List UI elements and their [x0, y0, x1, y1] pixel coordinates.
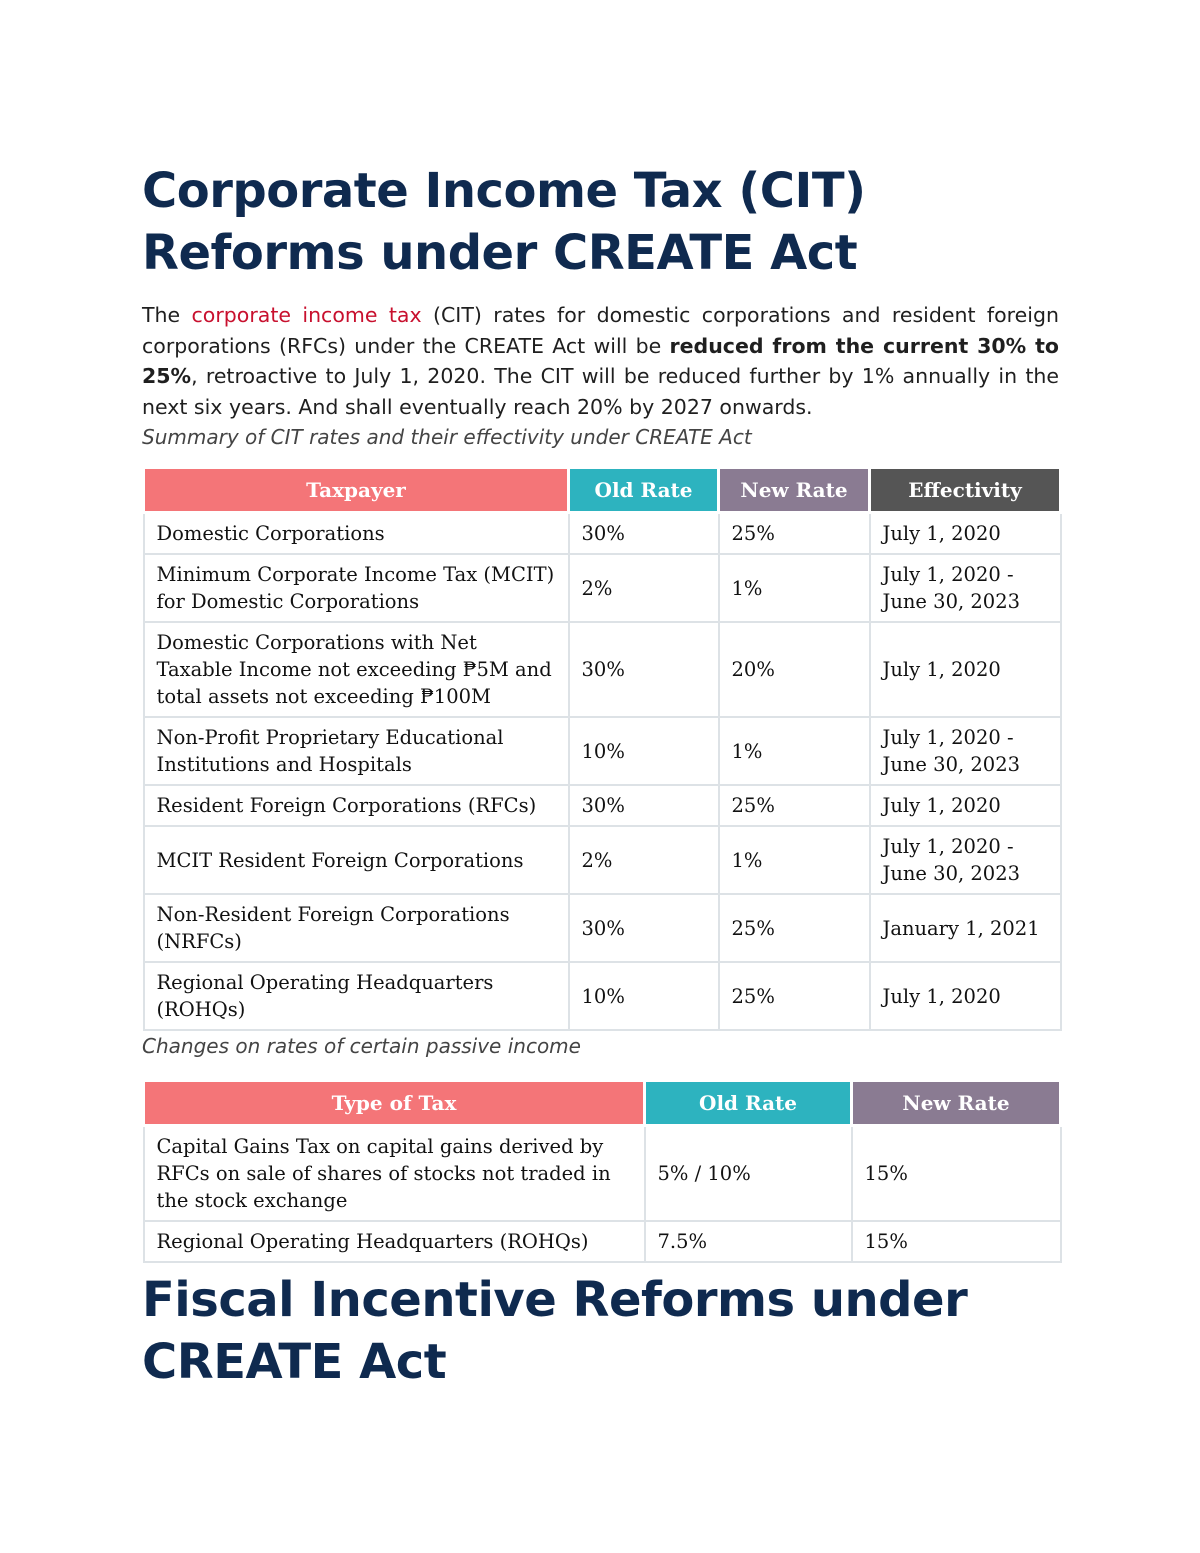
new-rate-cell: 1% [719, 717, 870, 785]
table-row [144, 785, 1061, 826]
taxpayer-cell: MCIT Resident Foreign Corporations [144, 826, 569, 894]
taxpayer-cell: Domestic Corporations [144, 513, 569, 555]
page-title [142, 160, 1059, 284]
new-rate-cell: 1% [719, 554, 870, 622]
header-old-rate: Old Rate [569, 468, 719, 513]
table-row [144, 962, 1061, 1030]
table-row [144, 826, 1061, 894]
cit-rates-table [142, 466, 1062, 1031]
passive-income-table [142, 1079, 1062, 1263]
old-rate-cell: 7.5% [645, 1221, 852, 1262]
taxpayer-cell: Regional Operating Headquarters (ROHQs) [144, 962, 569, 1030]
effectivity-cell: July 1, 2020 [870, 513, 1061, 555]
table-row [144, 513, 1061, 555]
intro-text-2: (CIT) rates for domestic corporations and resident foreign corporations (RFCs) under the CREATE Act will be [142, 303, 1059, 358]
effectivity-cell: July 1, 2020 [870, 622, 1061, 717]
old-rate-cell: 30% [569, 513, 719, 555]
new-rate-cell: 15% [852, 1126, 1061, 1222]
old-rate-cell: 30% [569, 894, 719, 962]
new-rate-cell: 25% [719, 962, 870, 1030]
header-taxpayer: Taxpayer [144, 468, 569, 513]
table-header-row [144, 468, 1061, 513]
type-of-tax-cell: Regional Operating Headquarters (ROHQs) [144, 1221, 645, 1262]
page-title-line2: Reforms under CREATE Act [142, 225, 858, 281]
effectivity-cell: July 1, 2020 - June 30, 2023 [870, 717, 1061, 785]
header-type-of-tax: Type of Tax [144, 1081, 645, 1126]
taxpayer-cell: Minimum Corporate Income Tax (MCIT) for Domestic Corporations [144, 554, 569, 622]
old-rate-cell: 10% [569, 962, 719, 1030]
new-rate-cell: 25% [719, 894, 870, 962]
table2-caption: Changes on rates of certain passive income [142, 1034, 581, 1058]
table-row [144, 554, 1061, 622]
table-header-row [144, 1081, 1061, 1126]
new-rate-cell: 25% [719, 785, 870, 826]
section-title-line2: CREATE Act [142, 1334, 447, 1390]
corporate-income-tax-link[interactable]: corporate income tax [191, 303, 422, 327]
taxpayer-cell: Non-Profit Proprietary Educational Institutions and Hospitals [144, 717, 569, 785]
header-new-rate: New Rate [852, 1081, 1061, 1126]
effectivity-cell: July 1, 2020 - June 30, 2023 [870, 554, 1061, 622]
table-row [144, 894, 1061, 962]
effectivity-cell: July 1, 2020 [870, 785, 1061, 826]
new-rate-cell: 20% [719, 622, 870, 717]
document-page [142, 160, 1059, 1393]
old-rate-cell: 10% [569, 717, 719, 785]
header-new-rate: New Rate [719, 468, 870, 513]
section-title-line1: Fiscal Incentive Reforms under [142, 1272, 968, 1328]
page-title-line1: Corporate Income Tax (CIT) [142, 163, 866, 219]
table-row [144, 1126, 1061, 1222]
old-rate-cell: 2% [569, 826, 719, 894]
header-old-rate: Old Rate [645, 1081, 852, 1126]
type-of-tax-cell: Capital Gains Tax on capital gains derived by RFCs on sale of shares of stocks not traded in the stock exchange [144, 1126, 645, 1222]
intro-bold-text: reduced from the current 30% to 25% [142, 333, 1059, 388]
taxpayer-cell: Domestic Corporations with Net Taxable Income not exceeding ₱5M and total assets not exceeding ₱100M [144, 622, 569, 717]
effectivity-cell: January 1, 2021 [870, 894, 1061, 962]
effectivity-cell: July 1, 2020 [870, 962, 1061, 1030]
table1-caption: Summary of CIT rates and their effectivity under CREATE Act [142, 425, 752, 449]
effectivity-cell: July 1, 2020 - June 30, 2023 [870, 826, 1061, 894]
taxpayer-cell: Resident Foreign Corporations (RFCs) [144, 785, 569, 826]
old-rate-cell: 5% / 10% [645, 1126, 852, 1222]
old-rate-cell: 2% [569, 554, 719, 622]
new-rate-cell: 25% [719, 513, 870, 555]
old-rate-cell: 30% [569, 785, 719, 826]
old-rate-cell: 30% [569, 622, 719, 717]
new-rate-cell: 15% [852, 1221, 1061, 1262]
table-row [144, 717, 1061, 785]
intro-paragraph [142, 300, 1059, 422]
header-effectivity: Effectivity [870, 468, 1061, 513]
table-row [144, 622, 1061, 717]
taxpayer-cell: Non-Resident Foreign Corporations (NRFCs) [144, 894, 569, 962]
intro-text-1: The [142, 303, 192, 327]
table-row [144, 1221, 1061, 1262]
intro-text-3: , retroactive to July 1, 2020. The CIT will be reduced further by 1% annually in the next six years. And shall eventually reach 20% by 2027 onwards. [142, 364, 1059, 419]
new-rate-cell: 1% [719, 826, 870, 894]
section-title [142, 1269, 1059, 1393]
